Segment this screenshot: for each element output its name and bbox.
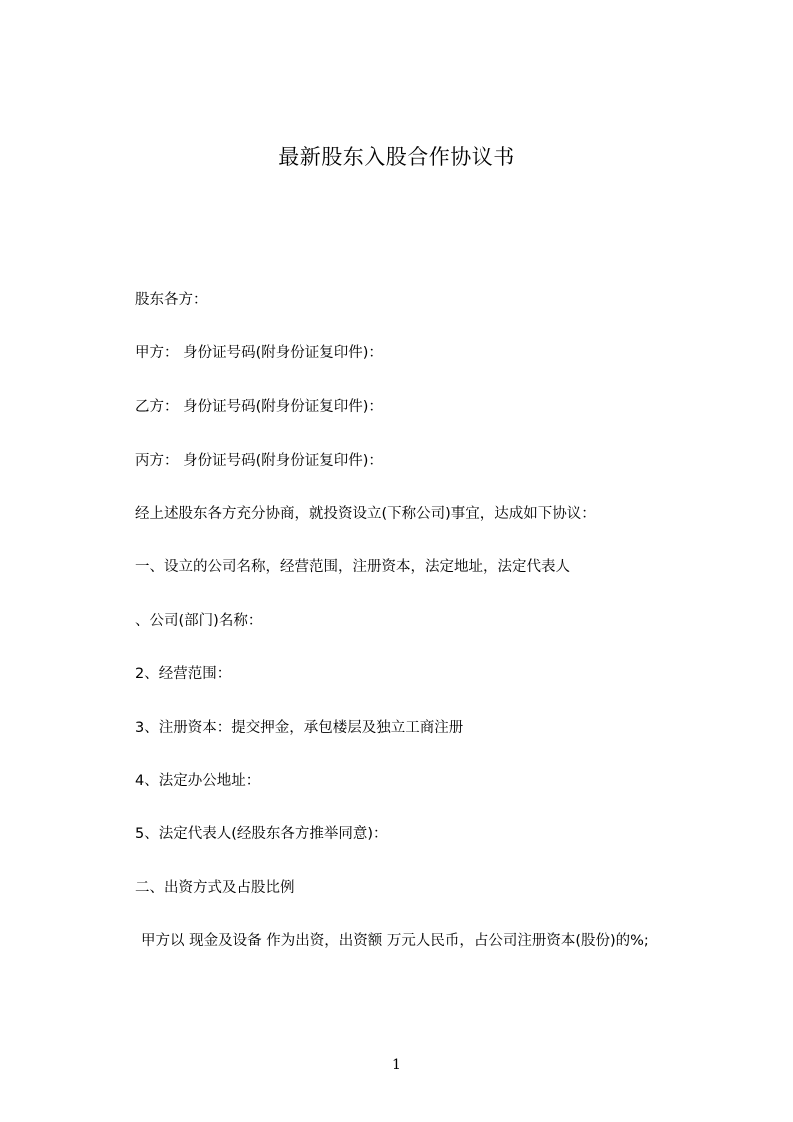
company-name-item: 、公司(部门)名称： (135, 613, 263, 629)
party-b-line: 乙方： 身份证号码(附身份证复印件)： (135, 399, 383, 415)
section-one-heading: 一、设立的公司名称，经营范围，注册资本，法定地址，法定代表人 (135, 559, 570, 575)
page-number: 1 (392, 1057, 401, 1073)
capital-contribution-paragraph: 甲方以 现金及设备 作为出资，出资额 万元人民币，占公司注册资本(股份)的%; (141, 933, 649, 949)
legal-representative-item: 5、法定代表人(经股东各方推举同意)： (135, 826, 388, 842)
business-scope-item: 2、经营范围： (135, 666, 232, 682)
document-title: 最新股东入股合作协议书 (278, 145, 515, 169)
party-a-line: 甲方： 身份证号码(附身份证复印件)： (135, 345, 383, 361)
party-c-line: 丙方： 身份证号码(附身份证复印件)： (135, 453, 383, 469)
shareholders-heading: 股东各方： (135, 292, 208, 308)
agreement-intro: 经上述股东各方充分协商，就投资设立(下称公司)事宜，达成如下协议： (135, 506, 596, 522)
registered-capital-item: 3、注册资本：提交押金，承包楼层及独立工商注册 (135, 720, 464, 736)
office-address-item: 4、法定办公地址： (135, 773, 261, 789)
section-two-heading: 二、出资方式及占股比例 (135, 880, 295, 896)
